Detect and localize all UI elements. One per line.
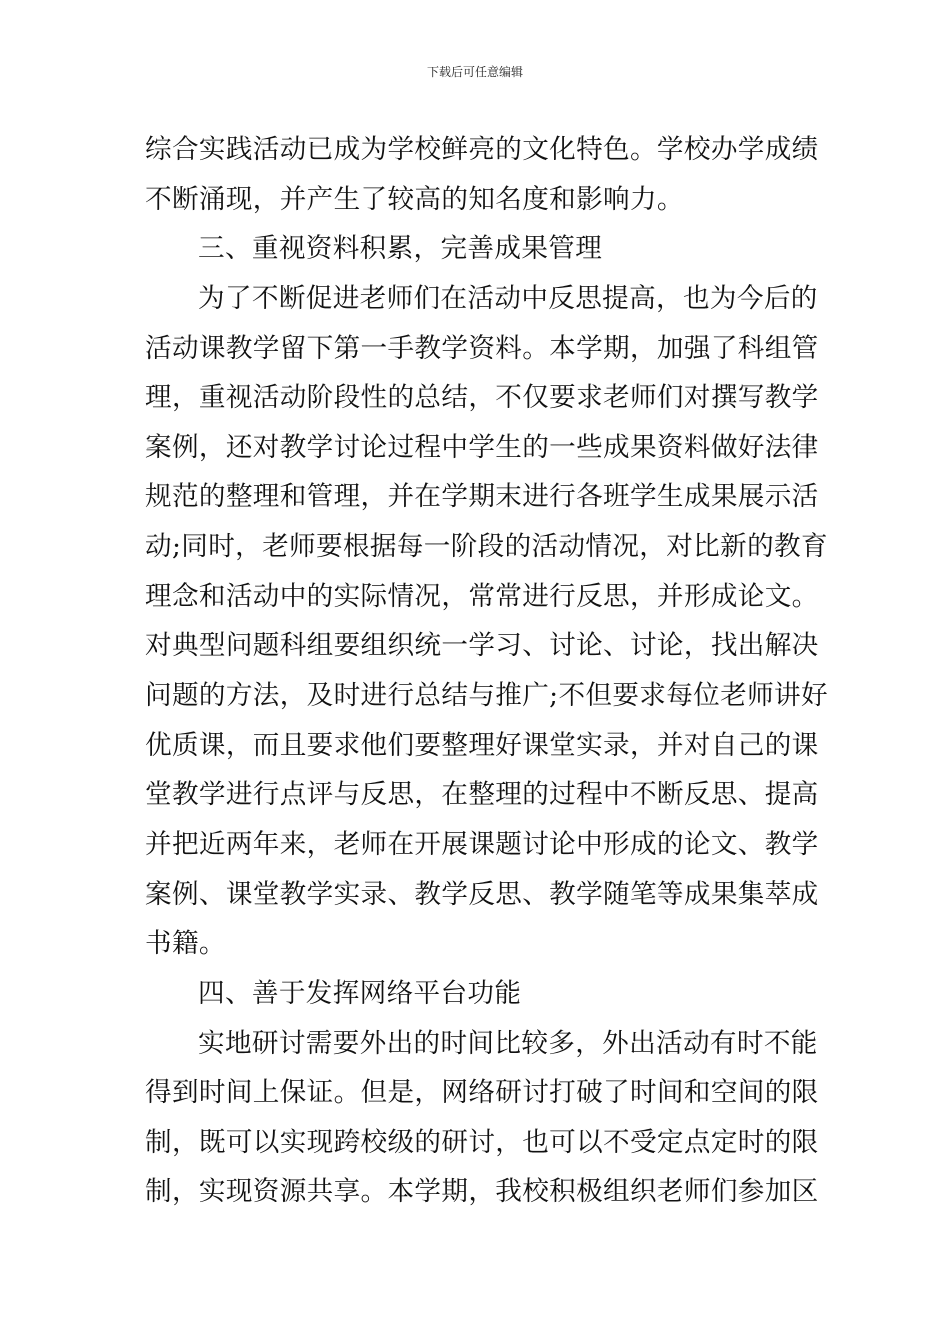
document-body [145, 125, 828, 1217]
text-line: 制，既可以实现跨校级的研讨，也可以不受定点定时的限 [145, 1126, 819, 1158]
text-line: 制，实现资源共享。本学期，我校积极组织老师们参加区 [145, 1176, 819, 1208]
text-line: 优质课，而且要求他们要整理好课堂实录，并对自己的课 [145, 729, 819, 761]
text-line: 并把近两年来，老师在开展课题讨论中形成的论文、教学 [145, 828, 819, 860]
text-line: 三、重视资料积累，完善成果管理 [198, 233, 603, 265]
text-line: 得到时间上保证。但是，网络研讨打破了时间和空间的限 [145, 1077, 819, 1109]
text-line: 案例，还对教学讨论过程中学生的一些成果资料做好法律 [145, 431, 819, 463]
text-line: 规范的整理和管理，并在学期末进行各班学生成果展示活 [145, 481, 819, 513]
text-line: 活动课教学留下第一手教学资料。本学期，加强了科组管 [145, 332, 819, 364]
text-line: 理，重视活动阶段性的总结，不仅要求老师们对撰写教学 [145, 382, 819, 414]
text-line: 实地研讨需要外出的时间比较多，外出活动有时不能 [198, 1027, 818, 1059]
text-line: 不断涌现，并产生了较高的知名度和影响力。 [145, 183, 684, 215]
text-line: 理念和活动中的实际情况，常常进行反思，并形成论文。 [145, 580, 819, 612]
text-line: 四、善于发挥网络平台功能 [198, 977, 522, 1009]
text-line: 为了不断促进老师们在活动中反思提高，也为今后的 [198, 282, 818, 314]
page-header: 下载后可任意编辑 [426, 65, 523, 79]
text-line: 案例、课堂教学实录、教学反思、教学随笔等成果集萃成 [145, 878, 819, 910]
text-line: 对典型问题科组要组织统一学习、讨论、讨论，找出解决 [145, 630, 819, 662]
text-line: 堂教学进行点评与反思，在整理的过程中不断反思、提高 [145, 779, 819, 811]
text-line: 动;同时，老师要根据每一阶段的活动情况，对比新的教育 [145, 531, 828, 563]
text-line: 书籍。 [145, 928, 226, 960]
text-line: 问题的方法，及时进行总结与推广;不但要求每位老师讲好 [145, 680, 828, 712]
text-line: 综合实践活动已成为学校鲜亮的文化特色。学校办学成绩 [145, 134, 819, 165]
